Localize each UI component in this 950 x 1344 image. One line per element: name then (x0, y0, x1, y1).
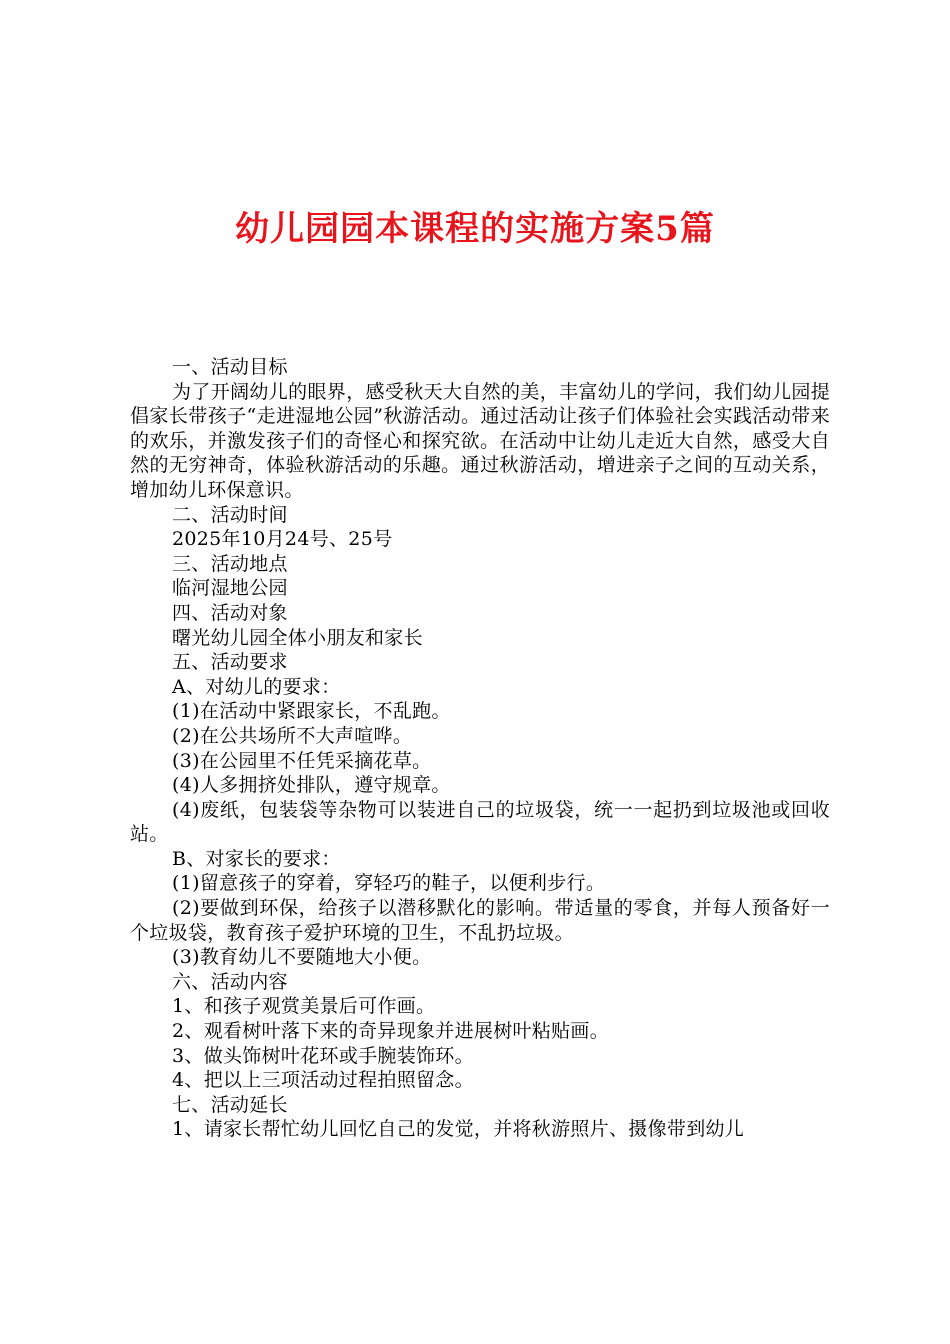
list-item: (1)留意孩子的穿着，穿轻巧的鞋子，以便利步行。 (172, 872, 606, 895)
list-item: (2)在公共场所不大声喧哗。 (172, 724, 413, 747)
list-item: (4)人多拥挤处排队，遵守规章。 (172, 774, 451, 797)
paragraph: 为了开阔幼儿的眼界，感受秋天大自然的美，丰富幼儿的学问，我们幼儿园提倡家长带孩子“走进湿地公园”秋游活动。通过活动让孩子们体验社会实践活动带来的欢乐，并激发孩子们的奇怪心和探究欲。在活动中让幼儿走近大自然，感受大自然的无穷神奇，体验秋游活动的乐趣。通过秋游活动，增进亲子之间的互动关系，增加幼儿环保意识。 (130, 380, 830, 501)
section-heading: 一、活动目标 (172, 356, 288, 378)
list-item: (4)废纸，包装袋等杂物可以装进自己的垃圾袋，统一一起扔到垃圾池或回收站。 (130, 798, 830, 846)
section-heading: 六、活动内容 (172, 970, 288, 993)
list-item: (2)要做到环保，给孩子以潜移默化的影响。带适量的零食，并每人预备好一个垃圾袋，教育孩子爱护环境的卫生，不乱扔垃圾。 (130, 897, 830, 944)
list-item: (1)在活动中紧跟家长，不乱跑。 (172, 700, 451, 723)
list-item: 1、和孩子观赏美景后可作画。 (172, 995, 436, 1018)
list-item: 2、观看树叶落下来的奇异现象并进展树叶粘贴画。 (172, 1020, 609, 1043)
paragraph: 2025年10月24号、25号 (172, 528, 393, 551)
list-item: (3)在公园里不任凭采摘花草。 (172, 749, 432, 772)
section-heading: 四、活动对象 (172, 601, 288, 624)
section-heading: 五、活动要求 (172, 651, 288, 674)
list-item: 1、请家长帮忙幼儿回忆自己的发觉，并将秋游照片、摄像带到幼儿 (172, 1118, 745, 1141)
list-item: (3)教育幼儿不要随地大小便。 (172, 946, 432, 969)
paragraph: 曙光幼儿园全体小朋友和家长 (172, 626, 423, 649)
subsection-heading: B、对家长的要求： (172, 847, 341, 870)
paragraph: 临河湿地公园 (172, 577, 288, 600)
document-title: 幼儿园园本课程的实施方案5篇 (235, 209, 715, 249)
list-item: 3、做头饰树叶花环或手腕装饰环。 (172, 1044, 474, 1067)
document-body (130, 355, 830, 1142)
list-item: 4、把以上三项活动过程拍照留念。 (172, 1069, 474, 1092)
section-heading: 二、活动时间 (172, 503, 288, 526)
section-heading: 三、活动地点 (172, 552, 288, 575)
subsection-heading: A、对幼儿的要求： (172, 675, 341, 698)
section-heading: 七、活动延长 (172, 1093, 288, 1116)
